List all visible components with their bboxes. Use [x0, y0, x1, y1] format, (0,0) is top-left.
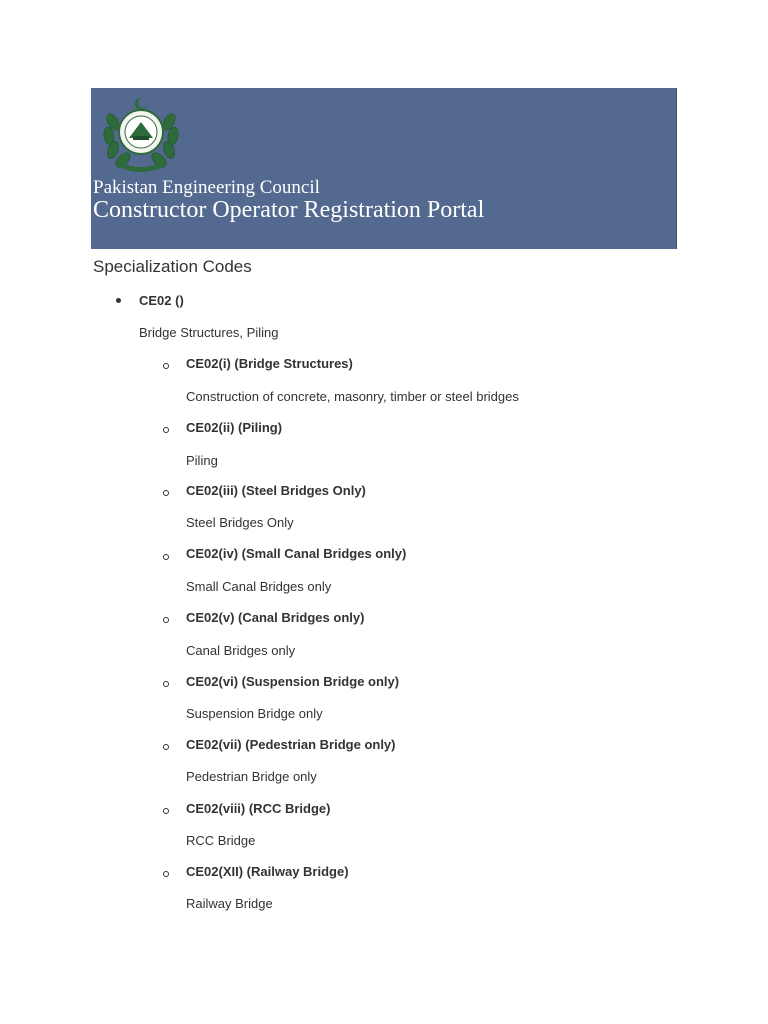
item-code: CE02(iii) (Steel Bridges Only)	[186, 483, 366, 498]
circle-bullet-icon	[163, 490, 169, 496]
org-name: Pakistan Engineering Council	[93, 177, 320, 198]
category-code: CE02 ()	[139, 293, 184, 308]
circle-bullet-icon	[163, 363, 169, 369]
circle-bullet-icon	[163, 744, 169, 750]
disc-bullet-icon	[116, 298, 121, 303]
circle-bullet-icon	[163, 871, 169, 877]
category-description: Bridge Structures, Piling	[139, 325, 279, 340]
item-code: CE02(v) (Canal Bridges only)	[186, 610, 365, 625]
item-description: Suspension Bridge only	[186, 706, 323, 721]
pec-emblem-icon	[99, 92, 183, 176]
circle-bullet-icon	[163, 808, 169, 814]
item-description: Pedestrian Bridge only	[186, 769, 317, 784]
circle-bullet-icon	[163, 681, 169, 687]
item-description: Railway Bridge	[186, 896, 273, 911]
item-description: Small Canal Bridges only	[186, 579, 332, 594]
item-code: CE02(vi) (Suspension Bridge only)	[186, 674, 400, 689]
item-code: CE02(vii) (Pedestrian Bridge only)	[186, 737, 396, 752]
item-code: CE02(iv) (Small Canal Bridges only)	[186, 546, 407, 561]
portal-title: Constructor Operator Registration Portal	[93, 197, 485, 223]
circle-bullet-icon	[163, 617, 169, 623]
item-code: CE02(XII) (Railway Bridge)	[186, 864, 349, 879]
item-description: RCC Bridge	[186, 833, 256, 848]
section-title: Specialization Codes	[93, 257, 252, 276]
item-description: Canal Bridges only	[186, 643, 296, 658]
circle-bullet-icon	[163, 427, 169, 433]
item-description: Piling	[186, 453, 218, 468]
circle-bullet-icon	[163, 554, 169, 560]
item-code: CE02(viii) (RCC Bridge)	[186, 801, 331, 816]
item-description: Construction of concrete, masonry, timber or steel bridges	[186, 389, 519, 404]
header-banner	[91, 88, 677, 249]
item-code: CE02(i) (Bridge Structures)	[186, 356, 353, 371]
item-description: Steel Bridges Only	[186, 515, 294, 530]
item-code: CE02(ii) (Piling)	[186, 420, 283, 435]
